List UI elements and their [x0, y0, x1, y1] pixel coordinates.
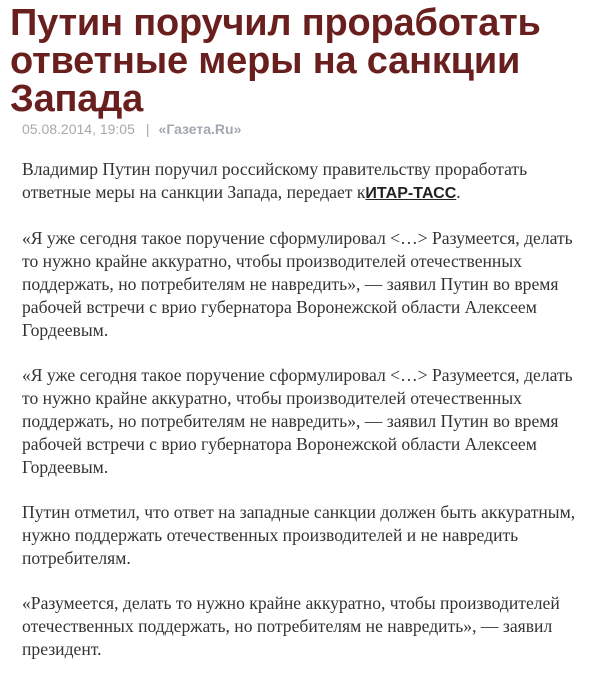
paragraph-1-text-after: . [456, 182, 461, 202]
meta-separator: | [145, 121, 150, 137]
paragraph-5: «Разумеется, делать то нужно крайне аккуратно, чтобы производителей отечественных поддержать, но потребителям не навредить», — заявил президент. [22, 593, 560, 659]
paragraph-1 [22, 158, 592, 205]
article-title-line-1: Путин поручил проработать [10, 2, 541, 44]
article-title-line-3: Запада [10, 78, 144, 120]
article-meta [22, 120, 241, 138]
itar-tass-link[interactable]: ИТАР-ТАСС [365, 185, 457, 202]
paragraph-4: Путин отметил, что ответ на западные санкции должен быть аккуратным, нужно поддержать отечественных производителей и не навредить потребителям. [22, 502, 576, 568]
paragraph-2: «Я уже сегодня такое поручение сформулировал <…> Разумеется, делать то нужно крайне аккуратно, чтобы производителей отечественных поддержать, но потребителям не навредить», — заявил Путин во время рабочей встречи с врио губернатора Воронежской области Алексеем Гордеевым. [22, 228, 573, 340]
article-title [10, 4, 595, 118]
paragraph-3: «Я уже сегодня такое поручение сформулировал <…> Разумеется, делать то нужно крайне аккуратно, чтобы производителей отечественных поддержать, но потребителям не навредить», — заявил Путин во время рабочей встречи с врио губернатора Воронежской области Алексеем Гордеевым. [22, 365, 573, 477]
source-link[interactable]: «Газета.Ru» [158, 121, 242, 137]
article-title-line-2: ответные меры на санкции [10, 40, 521, 82]
article-body [22, 158, 592, 683]
paragraph-1-text-before: Владимир Путин поручил российскому правительству проработать ответные меры на санкции Запада, передает к [22, 159, 528, 202]
publish-date: 05.08.2014, 19:05 [22, 121, 135, 137]
